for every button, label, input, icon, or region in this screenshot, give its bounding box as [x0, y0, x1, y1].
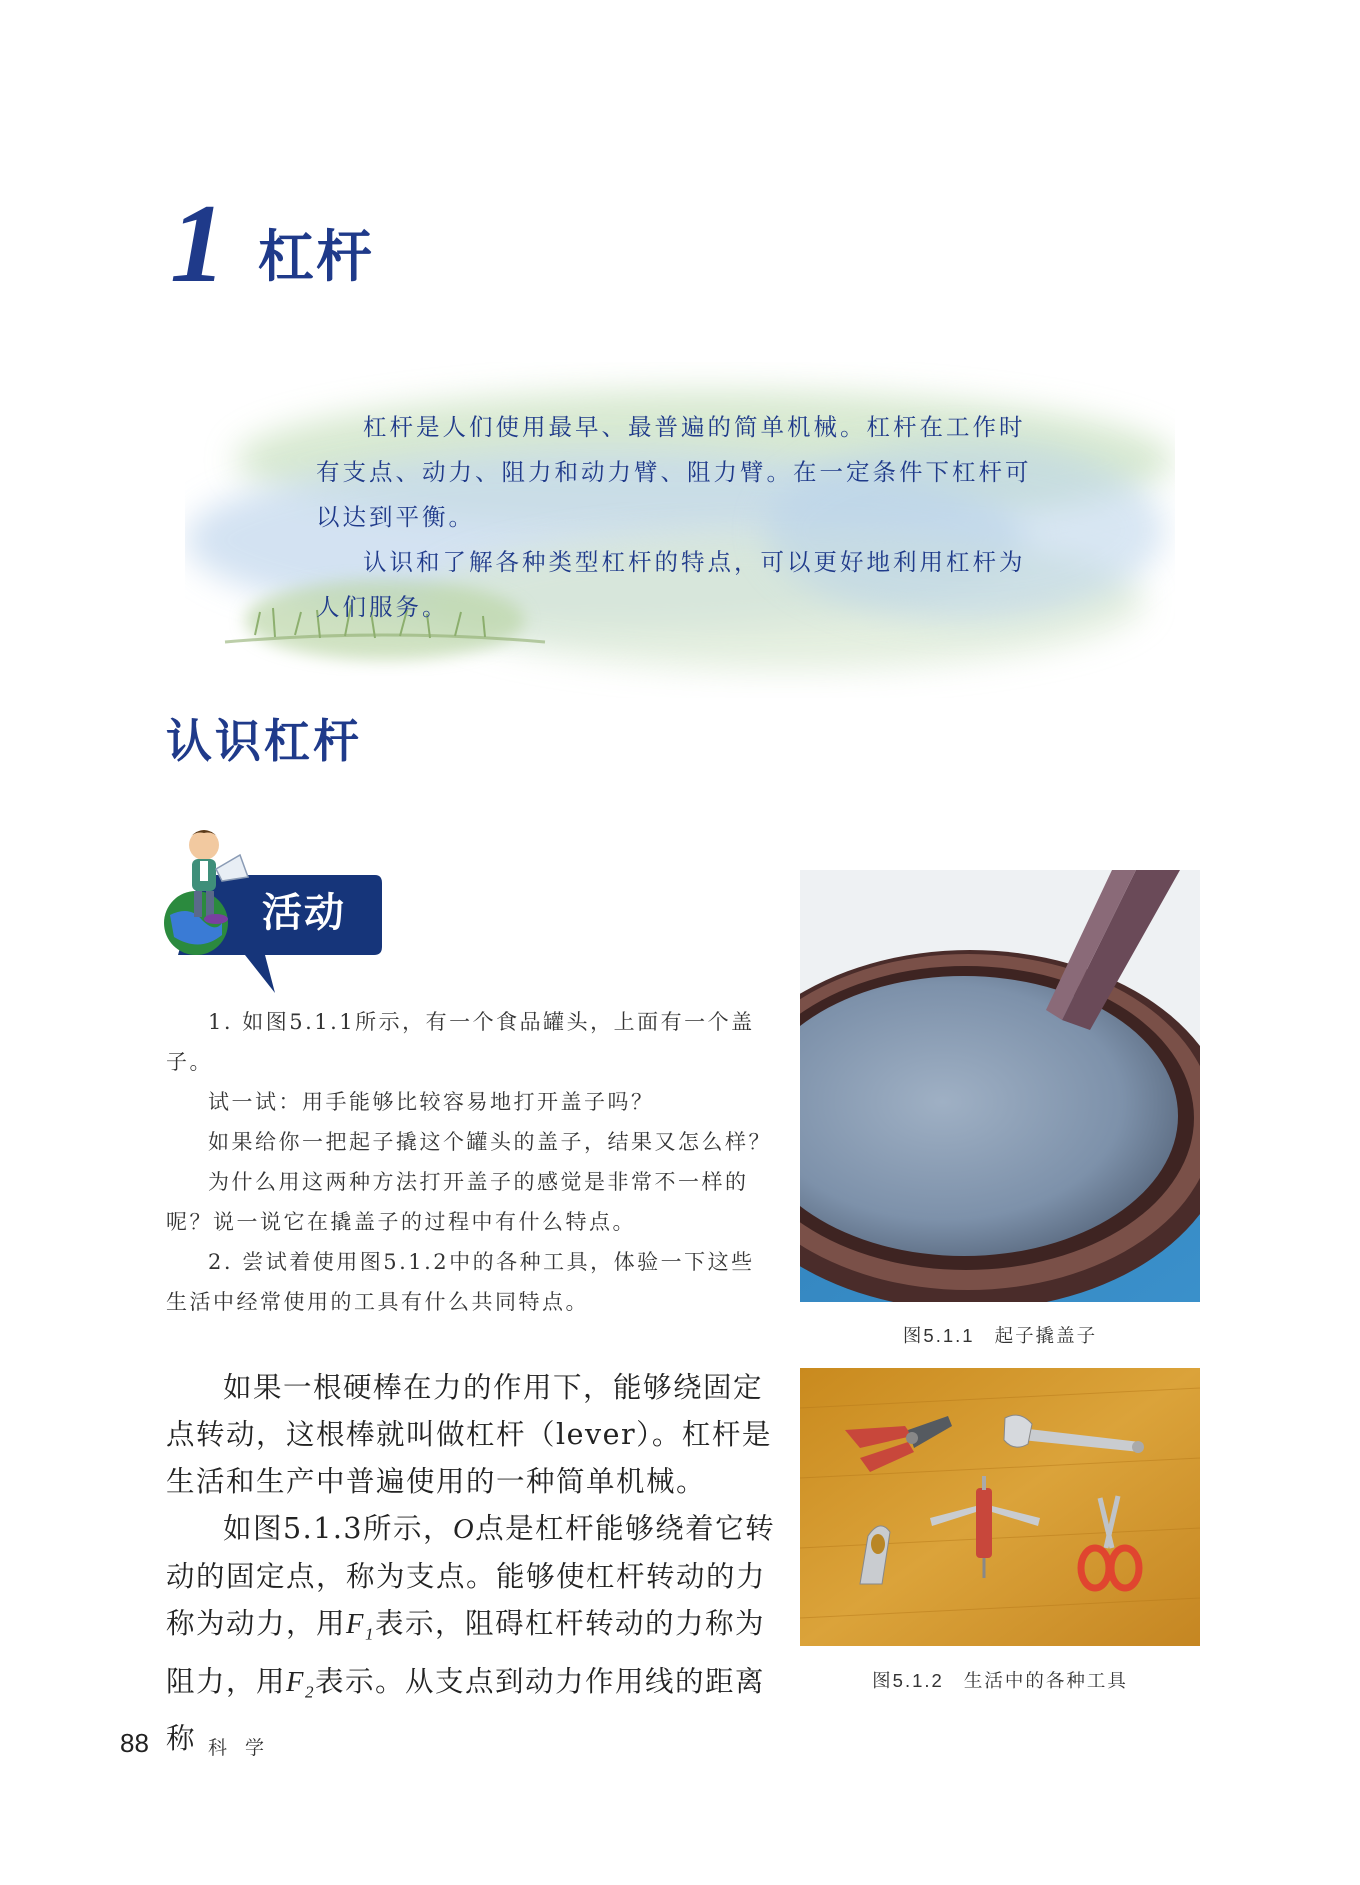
- body-text: [166, 1364, 786, 1762]
- intro-paragraph: 认识和了解各种类型杠杆的特点，可以更好地利用杠杆为人们服务。: [316, 548, 1026, 621]
- text-span: 如图5.1.3所示，: [223, 1512, 454, 1545]
- activity-paragraph: 2. 尝试着使用图5.1.2中的各种工具，体验一下这些生活中经常使用的工具有什么共同特点。: [166, 1250, 755, 1314]
- chapter-title: 杠杆: [258, 225, 374, 290]
- activity-paragraph: 为什么用这两种方法打开盖子的感觉是非常不一样的呢？说一说它在撬盖子的过程中有什么特点。: [166, 1170, 749, 1234]
- symbol-F: F: [346, 1609, 365, 1640]
- figure-1-text: 起子撬盖子: [994, 1326, 1098, 1347]
- body-paragraph-1: 如果一根硬棒在力的作用下，能够绕固定点转动，这根棒就叫做杠杆（lever）。杠杆是生活和生产中普遍使用的一种简单机械。: [166, 1371, 772, 1498]
- symbol-F: F: [286, 1666, 305, 1698]
- text-span: 表示。从支点到动力作用线的距离称: [166, 1664, 765, 1756]
- activity-paragraph: 1. 如图5.1.1所示，有一个食品罐头，上面有一个盖子。: [166, 1010, 755, 1074]
- activity-paragraph: 试一试：用手能够比较容易地打开盖子吗？: [208, 1090, 655, 1114]
- subscript-1: 1: [364, 1624, 375, 1644]
- figure-2-text: 生活中的各种工具: [963, 1671, 1128, 1692]
- footer-subject: 科 学: [208, 1737, 271, 1759]
- activity-paragraph: 如果给你一把起子撬这个罐头的盖子，结果又怎么样？: [208, 1130, 772, 1154]
- activity-label: 活动: [262, 890, 346, 936]
- figure-1-number: 图5.1.1: [902, 1325, 975, 1346]
- symbol-F1: [346, 1609, 375, 1644]
- body-paragraph-2: [166, 1505, 786, 1762]
- symbol-F2: [286, 1666, 315, 1702]
- subscript-2: 2: [304, 1682, 315, 1702]
- figure-2-number: 图5.1.2: [872, 1670, 944, 1691]
- intro-text: [316, 405, 1036, 630]
- text-span: 点是杠杆能够绕着它转动的固定点，称为支点。能够使杠杆转动的力称为动力，用: [166, 1512, 776, 1640]
- section-title: 认识杠杆: [166, 714, 362, 768]
- can-lid-pry-photo: [800, 870, 1200, 1302]
- figure-2-caption: [800, 1667, 1200, 1693]
- activity-text: [166, 1002, 778, 1322]
- text-span: 表示，阻碍杠杆转动的力称为阻力，用: [166, 1607, 765, 1698]
- tools-photo: [800, 1368, 1200, 1646]
- figure-1-caption: [800, 1322, 1200, 1348]
- chapter-number: 1: [170, 182, 226, 306]
- intro-paragraph: 杠杆是人们使用最早、最普遍的简单机械。杠杆在工作时有支点、动力、阻力和动力臂、阻力臂。在一定条件下杠杆可以达到平衡。: [316, 413, 1032, 531]
- symbol-O: O: [453, 1514, 476, 1545]
- page-number: 88: [120, 1728, 149, 1758]
